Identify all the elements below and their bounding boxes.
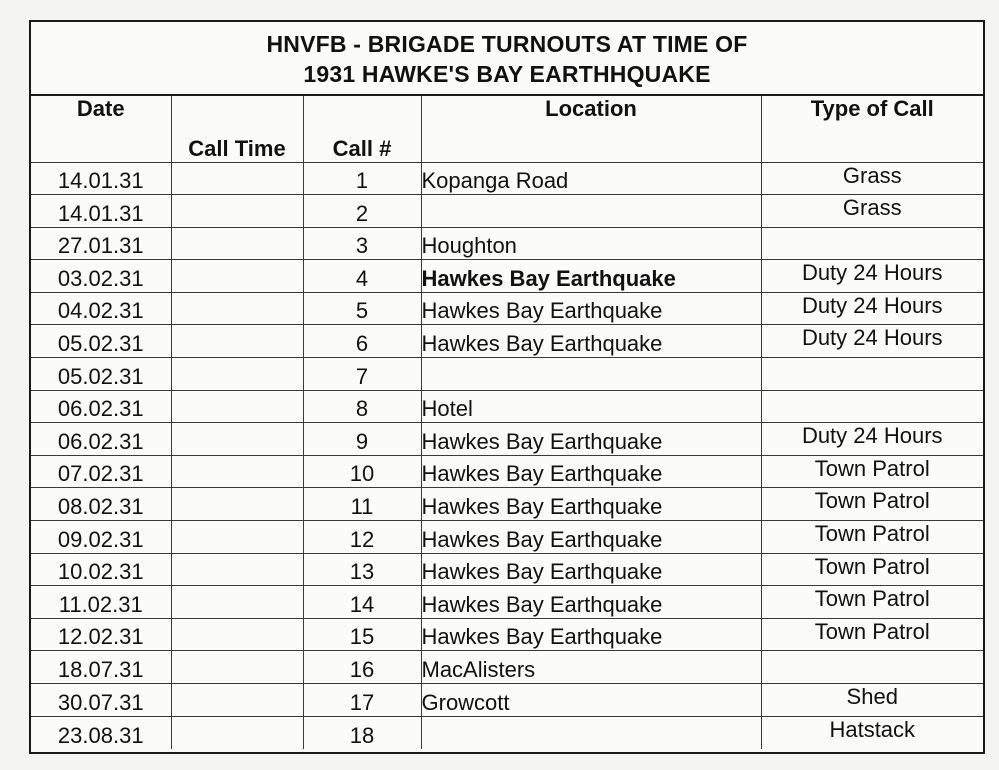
cell-call-number: 3 [303, 227, 421, 260]
cell-call-time [171, 162, 303, 195]
cell-date: 14.01.31 [31, 162, 171, 195]
title-line-1: HNVFB - BRIGADE TURNOUTS AT TIME OF [266, 31, 748, 57]
cell-call-time [171, 716, 303, 749]
cell-date: 08.02.31 [31, 488, 171, 521]
cell-location: Hawkes Bay Earthquake [421, 521, 761, 554]
cell-type-of-call: Town Patrol [761, 455, 983, 488]
cell-date: 27.01.31 [31, 227, 171, 260]
cell-call-number: 17 [303, 684, 421, 717]
table-row [31, 358, 983, 391]
table-row [31, 325, 983, 358]
cell-date: 14.01.31 [31, 195, 171, 228]
cell-call-time [171, 586, 303, 619]
cell-type-of-call [761, 390, 983, 423]
cell-date: 09.02.31 [31, 521, 171, 554]
cell-location: Hawkes Bay Earthquake [421, 488, 761, 521]
cell-call-time [171, 195, 303, 228]
table-row [31, 716, 983, 749]
cell-date: 07.02.31 [31, 455, 171, 488]
cell-type-of-call: Town Patrol [761, 618, 983, 651]
cell-call-time [171, 455, 303, 488]
cell-type-of-call: Duty 24 Hours [761, 325, 983, 358]
header-call-number: Call # [303, 96, 421, 162]
cell-type-of-call [761, 227, 983, 260]
cell-location: Hawkes Bay Earthquake [421, 553, 761, 586]
cell-location: Hawkes Bay Earthquake [421, 423, 761, 456]
table-row [31, 227, 983, 260]
cell-type-of-call [761, 651, 983, 684]
cell-date: 05.02.31 [31, 358, 171, 391]
cell-call-number: 16 [303, 651, 421, 684]
cell-call-number: 18 [303, 716, 421, 749]
cell-call-number: 14 [303, 586, 421, 619]
cell-date: 10.02.31 [31, 553, 171, 586]
cell-type-of-call: Town Patrol [761, 488, 983, 521]
cell-call-time [171, 553, 303, 586]
turnouts-table [31, 96, 983, 749]
cell-call-time [171, 227, 303, 260]
cell-call-time [171, 423, 303, 456]
cell-type-of-call: Grass [761, 195, 983, 228]
cell-call-number: 11 [303, 488, 421, 521]
cell-call-time [171, 521, 303, 554]
cell-call-time [171, 390, 303, 423]
cell-location [421, 358, 761, 391]
cell-date: 23.08.31 [31, 716, 171, 749]
cell-type-of-call: Duty 24 Hours [761, 260, 983, 293]
cell-call-number: 10 [303, 455, 421, 488]
cell-type-of-call: Grass [761, 162, 983, 195]
cell-call-number: 8 [303, 390, 421, 423]
cell-type-of-call: Town Patrol [761, 586, 983, 619]
document-title [31, 22, 983, 96]
table-row [31, 260, 983, 293]
table-row [31, 455, 983, 488]
cell-type-of-call: Town Patrol [761, 553, 983, 586]
cell-call-time [171, 260, 303, 293]
header-location: Location [421, 96, 761, 162]
cell-location: Kopanga Road [421, 162, 761, 195]
cell-date: 18.07.31 [31, 651, 171, 684]
cell-location: Hawkes Bay Earthquake [421, 260, 761, 293]
cell-location: Houghton [421, 227, 761, 260]
cell-location [421, 195, 761, 228]
table-row [31, 618, 983, 651]
cell-location: MacAlisters [421, 651, 761, 684]
cell-date: 11.02.31 [31, 586, 171, 619]
cell-call-time [171, 292, 303, 325]
header-type-of-call: Type of Call [761, 96, 983, 162]
cell-call-time [171, 358, 303, 391]
cell-location: Hawkes Bay Earthquake [421, 325, 761, 358]
cell-type-of-call [761, 358, 983, 391]
cell-location: Hotel [421, 390, 761, 423]
cell-date: 05.02.31 [31, 325, 171, 358]
cell-call-number: 13 [303, 553, 421, 586]
cell-type-of-call: Shed [761, 684, 983, 717]
table-row [31, 553, 983, 586]
cell-call-time [171, 651, 303, 684]
table-header [31, 96, 983, 162]
table-row [31, 195, 983, 228]
cell-location: Hawkes Bay Earthquake [421, 292, 761, 325]
cell-call-time [171, 618, 303, 651]
turnouts-sheet [29, 20, 985, 754]
header-row [31, 96, 983, 162]
table-row [31, 162, 983, 195]
table-row [31, 423, 983, 456]
cell-call-number: 2 [303, 195, 421, 228]
cell-date: 06.02.31 [31, 423, 171, 456]
title-line-2: 1931 HAWKE'S BAY EARTHHQUAKE [303, 61, 711, 87]
cell-call-number: 12 [303, 521, 421, 554]
cell-call-number: 15 [303, 618, 421, 651]
cell-date: 03.02.31 [31, 260, 171, 293]
cell-location: Hawkes Bay Earthquake [421, 618, 761, 651]
table-row [31, 521, 983, 554]
cell-call-number: 5 [303, 292, 421, 325]
cell-call-time [171, 488, 303, 521]
table-row [31, 684, 983, 717]
cell-call-number: 1 [303, 162, 421, 195]
cell-type-of-call: Hatstack [761, 716, 983, 749]
cell-call-number: 4 [303, 260, 421, 293]
cell-date: 04.02.31 [31, 292, 171, 325]
cell-location: Hawkes Bay Earthquake [421, 586, 761, 619]
cell-call-time [171, 684, 303, 717]
table-row [31, 390, 983, 423]
cell-call-number: 9 [303, 423, 421, 456]
cell-type-of-call: Duty 24 Hours [761, 423, 983, 456]
table-row [31, 292, 983, 325]
cell-date: 30.07.31 [31, 684, 171, 717]
cell-date: 12.02.31 [31, 618, 171, 651]
cell-location [421, 716, 761, 749]
cell-location: Hawkes Bay Earthquake [421, 455, 761, 488]
cell-call-number: 6 [303, 325, 421, 358]
cell-type-of-call: Duty 24 Hours [761, 292, 983, 325]
table-row [31, 586, 983, 619]
header-call-time: Call Time [171, 96, 303, 162]
header-date: Date [31, 96, 171, 162]
table-row [31, 488, 983, 521]
cell-date: 06.02.31 [31, 390, 171, 423]
cell-call-time [171, 325, 303, 358]
cell-type-of-call: Town Patrol [761, 521, 983, 554]
cell-location: Growcott [421, 684, 761, 717]
cell-call-number: 7 [303, 358, 421, 391]
table-row [31, 651, 983, 684]
